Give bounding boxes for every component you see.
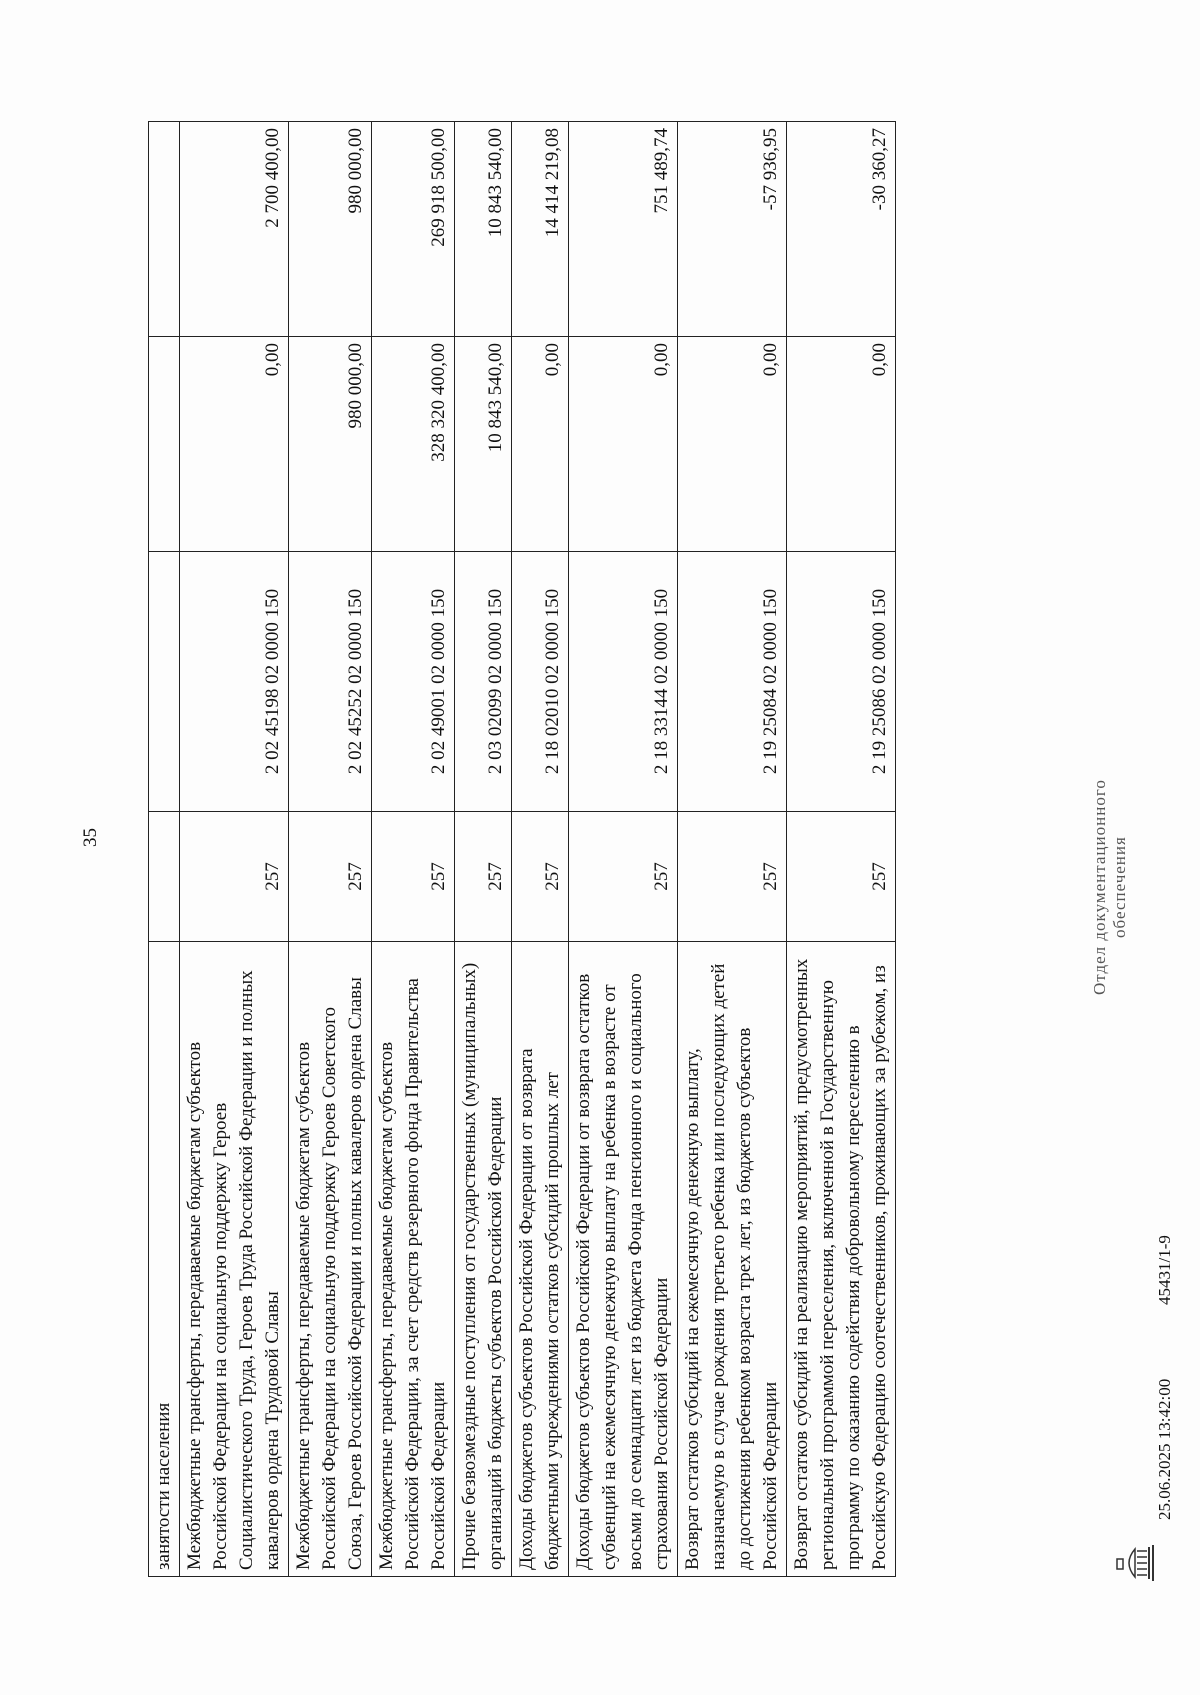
table-row xyxy=(455,122,512,1577)
row-value-2: 269 918 500,00 xyxy=(372,122,455,337)
row-name: Возврат остатков субсидий на реализацию мероприятий, предусмотренных региональной программой переселения, включенной в Государственную программу по оказанию содействия добровольному переселению в Российскую Федерацию соотечественников, проживающих за рубежом, из xyxy=(787,942,896,1577)
table-row xyxy=(180,122,289,1577)
row-value-1: 0,00 xyxy=(678,337,787,552)
budget-table xyxy=(148,121,896,1577)
row-admin-code: 257 xyxy=(180,812,289,942)
row-name: Межбюджетные трансферты, передаваемые бюджетам субъектов Российской Федерации на социальную поддержку Героев Социалистического Труда, Героев Труда Российской Федерации и полных кавалеров ордена Трудовой Славы xyxy=(180,942,289,1577)
row-budget-code: 2 18 02010 02 0000 150 xyxy=(512,552,569,812)
row-value-1: 0,00 xyxy=(512,337,569,552)
row-admin-code: 257 xyxy=(372,812,455,942)
footer-date: 25.06.2025 13:42:00 xyxy=(1155,1378,1174,1520)
row-value-1: 0,00 xyxy=(787,337,896,552)
row-value-2: -57 936,95 xyxy=(678,122,787,337)
row-value-1: 0,00 xyxy=(569,337,678,552)
table-row xyxy=(149,122,180,1577)
row-budget-code: 2 03 02099 02 0000 150 xyxy=(455,552,512,812)
row-budget-code: 2 02 49001 02 0000 150 xyxy=(372,552,455,812)
row-name-fragment: занятости населения xyxy=(149,942,180,1577)
row-budget-code: 2 02 45198 02 0000 150 xyxy=(180,552,289,812)
row-admin-code: 257 xyxy=(787,812,896,942)
page-number: 35 xyxy=(80,828,101,847)
row-value-1: 980 000,00 xyxy=(289,337,372,552)
table-row xyxy=(678,122,787,1577)
stamp-line-1: Отдел документационного xyxy=(1090,779,1109,995)
row-value-2: 980 000,00 xyxy=(289,122,372,337)
row-value-2: -30 360,27 xyxy=(787,122,896,337)
table-row xyxy=(289,122,372,1577)
emblem-icon xyxy=(1115,1543,1155,1583)
row-budget-code: 2 18 33144 02 0000 150 xyxy=(569,552,678,812)
row-value-1: 10 843 540,00 xyxy=(455,337,512,552)
row-name: Доходы бюджетов субъектов Российской Федерации от возврата остатков субвенций на ежемесячную денежную выплату на ребенка в возрасте от восьми до семнадцати лет из бюджета Фонда пенсионного и социального страхования Российской Федерации xyxy=(569,942,678,1577)
row-budget-code: 2 19 25086 02 0000 150 xyxy=(787,552,896,812)
row-budget-code: 2 19 25084 02 0000 150 xyxy=(678,552,787,812)
row-value-2: 10 843 540,00 xyxy=(455,122,512,337)
row-value-2: 751 489,74 xyxy=(569,122,678,337)
row-admin-code: 257 xyxy=(678,812,787,942)
row-value-1: 328 320 400,00 xyxy=(372,337,455,552)
stamp-line-2: обеспечения xyxy=(1110,836,1129,938)
row-admin-code: 257 xyxy=(289,812,372,942)
row-value-2: 14 414 219,08 xyxy=(512,122,569,337)
row-admin-code: 257 xyxy=(455,812,512,942)
table-row xyxy=(512,122,569,1577)
row-name: Межбюджетные трансферты, передаваемые бюджетам субъектов Российской Федерации на социальную поддержку Героев Советского Союза, Героев Российской Федерации и полных кавалеров ордена Славы xyxy=(289,942,372,1577)
department-stamp xyxy=(1090,779,1130,995)
row-name: Доходы бюджетов субъектов Российской Федерации от возврата бюджетными учреждениями остатков субсидий прошлых лет xyxy=(512,942,569,1577)
row-name: Возврат остатков субсидий на ежемесячную денежную выплату, назначаемую в случае рождения третьего ребенка или последующих детей до достижения ребенком возраста трех лет, из бюджетов субъектов Российской Федерации xyxy=(678,942,787,1577)
table-row xyxy=(569,122,678,1577)
footer-document-ref: 45431/1-9 xyxy=(1155,1235,1174,1305)
row-value-1: 0,00 xyxy=(180,337,289,552)
row-name: Прочие безвозмездные поступления от государственных (муниципальных) организаций в бюджеты субъектов Российской Федерации xyxy=(455,942,512,1577)
row-budget-code: 2 02 45252 02 0000 150 xyxy=(289,552,372,812)
row-name: Межбюджетные трансферты, передаваемые бюджетам субъектов Российской Федерации, за счет средств резервного фонда Правительства Российской Федерации xyxy=(372,942,455,1577)
table-row xyxy=(787,122,896,1577)
row-admin-code: 257 xyxy=(512,812,569,942)
row-admin-code: 257 xyxy=(569,812,678,942)
table-row xyxy=(372,122,455,1577)
row-value-2: 2 700 400,00 xyxy=(180,122,289,337)
